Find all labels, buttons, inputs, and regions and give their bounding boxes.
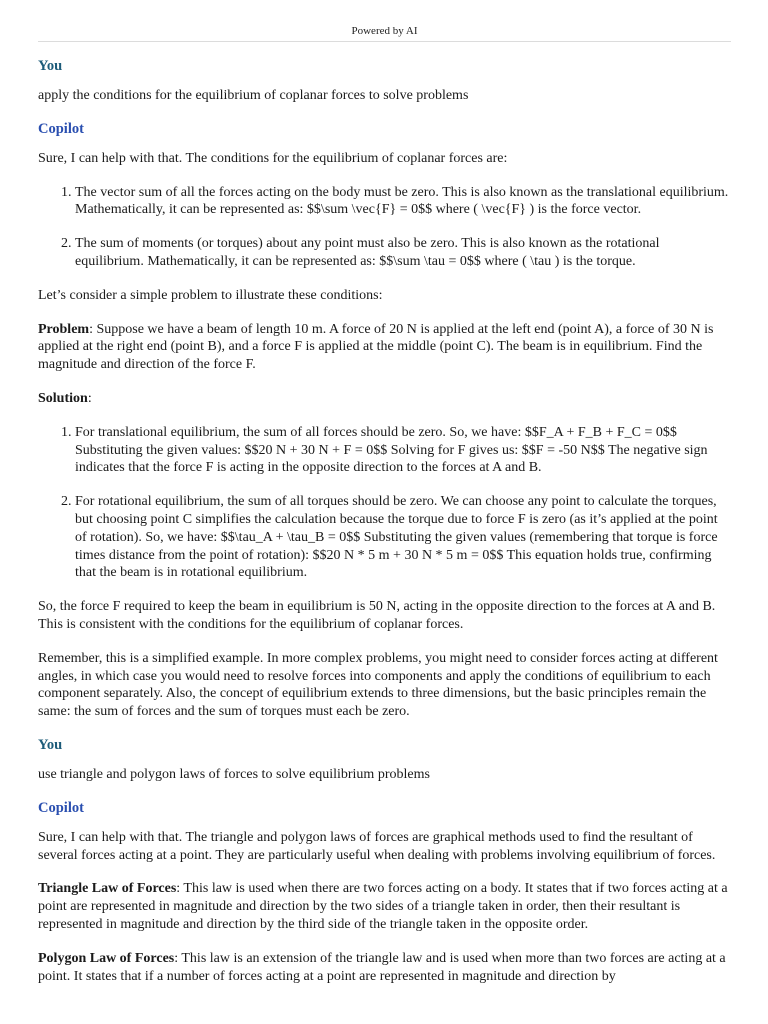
solution-label: Solution [38,390,88,406]
solution-step: 2. For rotational equilibrium, the sum of all torques should be zero. We can choose any point to calculate the torques, but choosing point C simplifies the calculation because the torque due to force F is zero (as it’s applied at the point of rotation). So, we have: $$\tau_A + \tau_B = 0$$ Substituting the given values (remembering that torque is force times distance from the point of rotation): $$20 N * 5 m + 30 N * 5 m = 0$$ This equation holds true, confirming that the beam is in rotational equilibrium. [75,493,731,582]
condition-item: 2. The sum of moments (or torques) about any point must also be zero. This is also known as the rotational equilibrium. Mathematically, it can be represented as: $$\sum \tau = 0$$ where ( \tau ) is the torque. [75,235,731,271]
polygon-law-label: Polygon Law of Forces [38,950,175,966]
speaker-label-copilot: Copilot [38,120,84,137]
conversation [38,52,731,1001]
polygon-law-text: : This law is an extension of the triangle law and is used when more than two forces are acting at a point. It states that if a number of forces acting at a point are represented in magnitude and direction by [38,950,726,984]
problem-label: Problem [38,321,90,337]
speaker-label-copilot: Copilot [38,799,84,816]
problem-text: : Suppose we have a beam of length 10 m. A force of 20 N is applied at the left end (point A), a force of 30 N is applied at the right end (point B), and a force F is applied at the middle (point C). The beam is in equilibrium. Find the magnitude and direction of the force F. [38,321,714,373]
speaker-label-you: You [38,58,63,74]
polygon-law-paragraph [38,950,731,986]
solution-steps-list [38,424,731,582]
copilot-remark: Remember, this is a simplified example. In more complex problems, you might need to consider forces acting at different angles, in which case you would need to resolve forces into components and apply the conditions of equilibrium to each component separately. Also, the concept of equilibrium extends to three dimensions, but the basic principles remain the same: the sum of forces and the sum of torques must each be zero. [38,650,718,720]
copilot-lead-in: Let’s consider a simple problem to illustrate these conditions: [38,287,383,303]
user-message: apply the conditions for the equilibrium of coplanar forces to solve problems [38,88,469,103]
copilot-intro: Sure, I can help with that. The conditions for the equilibrium of coplanar forces are: [38,150,508,166]
triangle-law-paragraph [38,880,731,933]
user-message: use triangle and polygon laws of forces to solve equilibrium problems [38,766,430,782]
solution-step: 1. For translational equilibrium, the sum of all forces should be zero. So, we have: $$F_A + F_B + F_C = 0$$ Substituting the given values: $$20 N + 30 N + F = 0$$ Solving for F gives us: $$F = -50 N$$ The negative sign indicates that the force F is acting in the opposite direction to the forces at A and B. [75,424,731,477]
page-header: Powered by AI [38,25,731,42]
copilot-conclusion: So, the force F required to keep the beam in equilibrium is 50 N, acting in the opposite direction to the forces at A and B. This is consistent with the conditions for the equilibrium of coplanar forces. [38,599,716,632]
solution-heading [38,390,731,408]
speaker-label-you: You [38,736,63,753]
triangle-law-text: : This law is used when there are two forces acting on a body. It states that if two forces acting at a point are represented in magnitude and direction by the two sides of a triangle taken in order, then their resultant is represented in magnitude and direction by the third side of the triangle taken in the opposite order. [38,881,728,932]
condition-item: 1. The vector sum of all the forces acting on the body must be zero. This is also known as the translational equilibrium. Mathematically, it can be represented as: $$\sum \vec{F} = 0$$ where ( \vec{F} ) is the force vector. [75,184,731,220]
copilot-intro: Sure, I can help with that. The triangle and polygon laws of forces are graphical methods used to find the resultant of several forces acting at a point. They are particularly useful when dealing with problems involving equilibrium of forces. [38,829,716,863]
triangle-law-label: Triangle Law of Forces [38,881,177,897]
conditions-list [38,184,731,271]
solution-colon: : [87,390,92,406]
problem-paragraph [38,321,731,374]
